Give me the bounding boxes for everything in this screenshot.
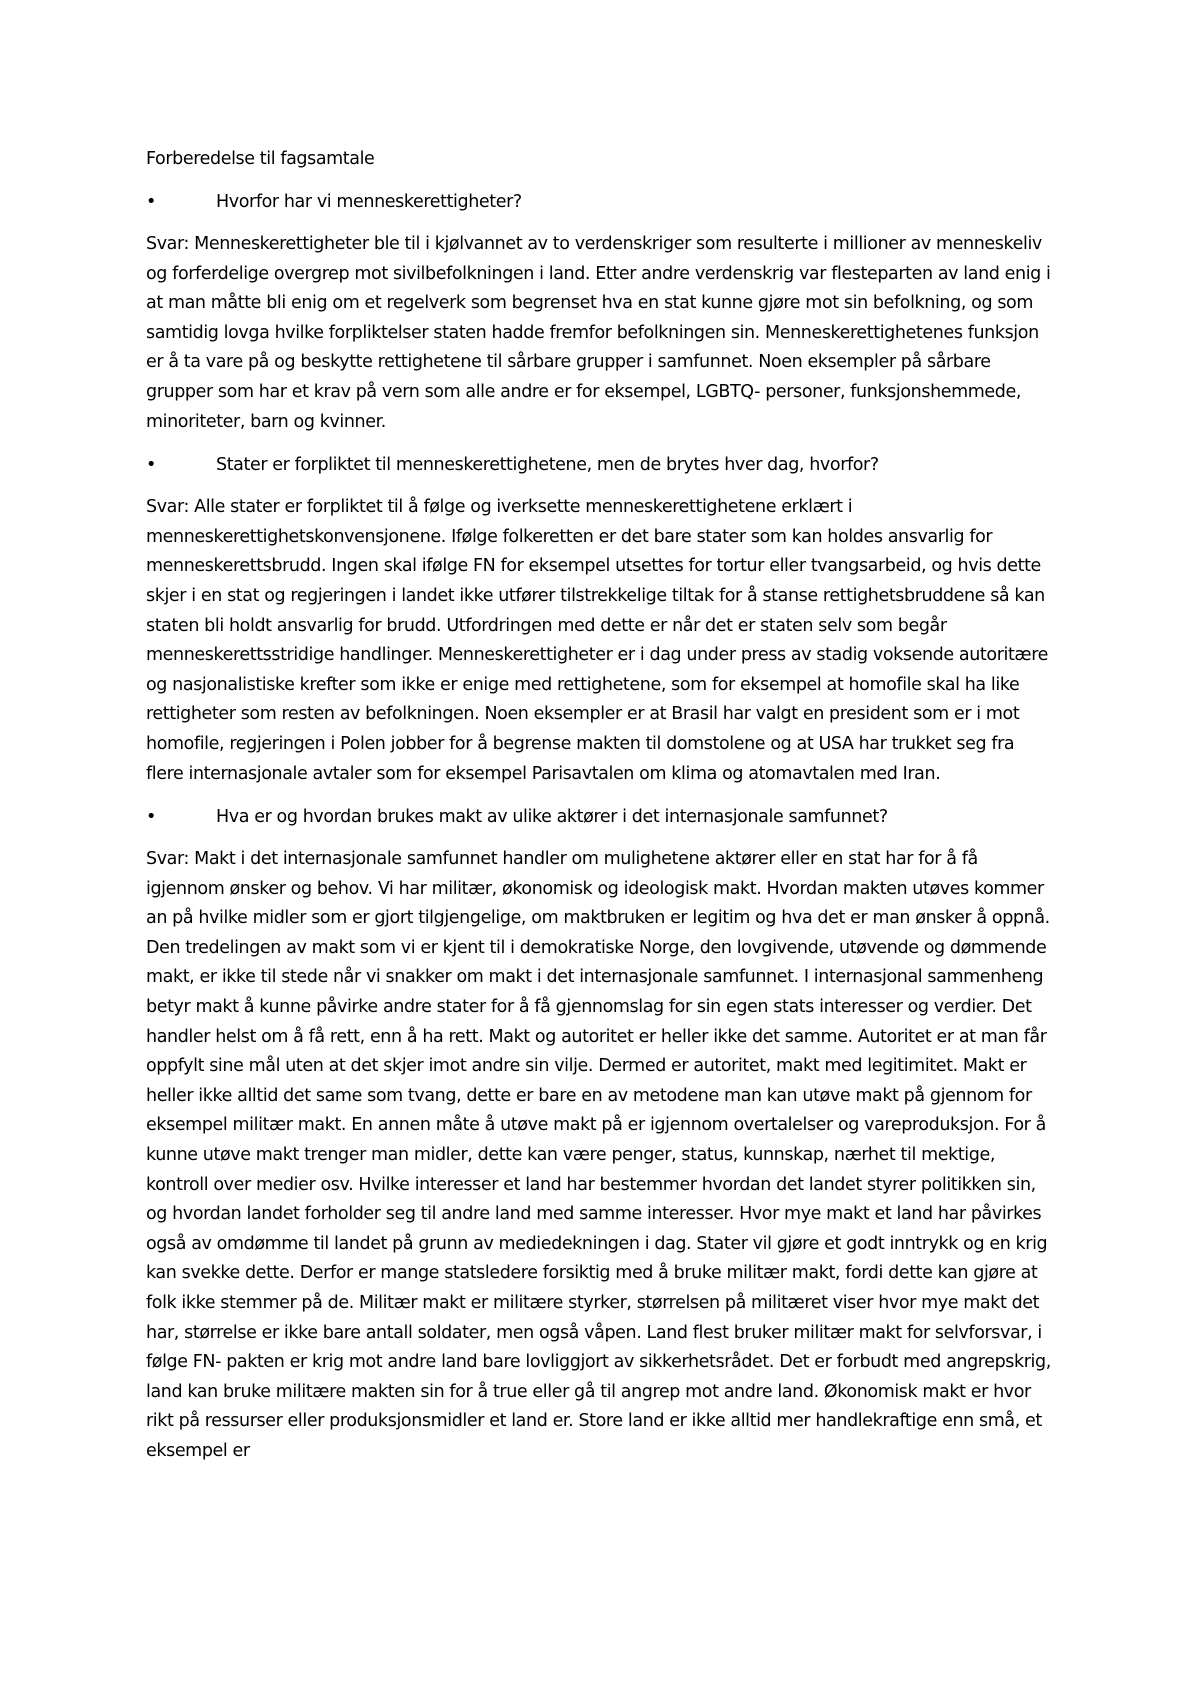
question-2 [146, 450, 1054, 480]
document-body [146, 144, 1054, 1480]
bullet-icon: • [146, 807, 156, 828]
question-2-text: Stater er forpliktet til menneskerettighetene, men de brytes hver dag, hvorfor? [216, 455, 879, 476]
question-3 [146, 802, 1054, 832]
question-3-text: Hva er og hvordan brukes makt av ulike aktører i det internasjonale samfunnet? [216, 807, 888, 828]
answer-1: Svar: Menneskerettigheter ble til i kjølvannet av to verdenskriger som resulterte i millioner av menneskeliv og forferdelige overgrep mot sivilbefolkningen i land. Etter andre verdenskrig var flesteparten av land enig i at man måtte bli enig om et regelverk som begrenset hva en stat kunne gjøre mot sin befolkning, og som samtidig lovga hvilke forpliktelser staten hadde fremfor befolkningen sin. Menneskerettighetenes funksjon er å ta vare på og beskytte rettighetene til sårbare grupper i samfunnet. Noen eksempler på sårbare grupper som har et krav på vern som alle andre er for eksempel, LGBTQ- personer, funksjonshemmede, minoriteter, barn og kvinner. [146, 234, 1051, 432]
question-1 [146, 187, 1054, 217]
answer-2: Svar: Alle stater er forpliktet til å følge og iverksette menneskerettighetene erklært i menneskerettighetskonvensjonene. Ifølge folkeretten er det bare stater som kan holdes ansvarlig for menneskerettsbrudd. Ingen skal ifølge FN for eksempel utsettes for tortur eller tvangsarbeid, og hvis dette skjer i en stat og regjeringen i landet ikke utfører tilstrekkelige tiltak for å stanse rettighetsbruddene så kan staten bli holdt ansvarlig for brudd. Utfordringen med dette er når det er staten selv som begår menneskerettsstridige handlinger. Menneskerettigheter er i dag under press av stadig voksende autoritære og nasjonalistiske krefter som ikke er enige med rettighetene, som for eksempel at homofile skal ha like rettigheter som resten av befolkningen. Noen eksempler er at Brasil har valgt en president som er i mot homofile, regjeringen i Polen jobber for å begrense makten til domstolene og at USA har trukket seg fra flere internasjonale avtaler som for eksempel Parisavtalen om klima og atomavtalen med Iran. [146, 497, 1048, 784]
document-title: Forberedelse til fagsamtale [146, 149, 375, 169]
bullet-icon: • [146, 455, 156, 476]
bullet-icon: • [146, 192, 156, 212]
answer-3: Svar: Makt i det internasjonale samfunnet handler om mulighetene aktører eller en stat har for å få igjennom ønsker og behov. Vi har militær, økonomisk og ideologisk makt. Hvordan makten utøves kommer an på hvilke midler som er gjort tilgjengelige, om maktbruken er legitim og hva det er man ønsker å oppnå. Den tredelingen av makt som vi er kjent til i demokratiske Norge, den lovgivende, utøvende og dømmende makt, er ikke til stede når vi snakker om makt i det internasjonale samfunnet. I internasjonal sammenheng betyr makt å kunne påvirke andre stater for å få gjennomslag for sin egen stats interesser og verdier. Det handler helst om å få rett, enn å ha rett. Makt og autoritet er heller ikke det samme. Autoritet er at man får oppfylt sine mål uten at det skjer imot andre sin vilje. Dermed er autoritet, makt med legitimitet. Makt er heller ikke alltid det same som tvang, dette er bare en av metodene man kan utøve makt på gjennom for eksempel militær makt. En annen måte å utøve makt på er igjennom overtalelser og vareproduksjon. For å kunne utøve makt trenger man midler, dette kan være penger, status, kunnskap, nærhet til mektige, kontroll over medier osv. Hvilke interesser et land har bestemmer hvordan det landet styrer politikken sin, og hvordan landet forholder seg til andre land med samme interesser. Hvor mye makt et land har påvirkes også av omdømme til landet på grunn av mediedekningen i dag. Stater vil gjøre et godt inntrykk og en krig kan svekke dette. Derfor er mange statsledere forsiktig med å bruke militær makt, fordi dette kan gjøre at folk ikke stemmer på de. Militær makt er militære styrker, størrelsen på militæret viser hvor mye makt det har, størrelse er ikke bare antall soldater, men også våpen. Land flest bruker militær makt for selvforsvar, i følge FN- pakten er krig mot andre land bare lovliggjort av sikkerhetsrådet. Det er forbudt med angrepskrig, land kan bruke militære makten sin for å true eller gå til angrep mot andre land. Økonomisk makt er hvor rikt på ressurser eller produksjonsmidler et land er. Store land er ikke alltid mer handlekraftige enn små, et eksempel er [146, 849, 1051, 1461]
question-1-text: Hvorfor har vi menneskerettigheter? [216, 192, 522, 212]
